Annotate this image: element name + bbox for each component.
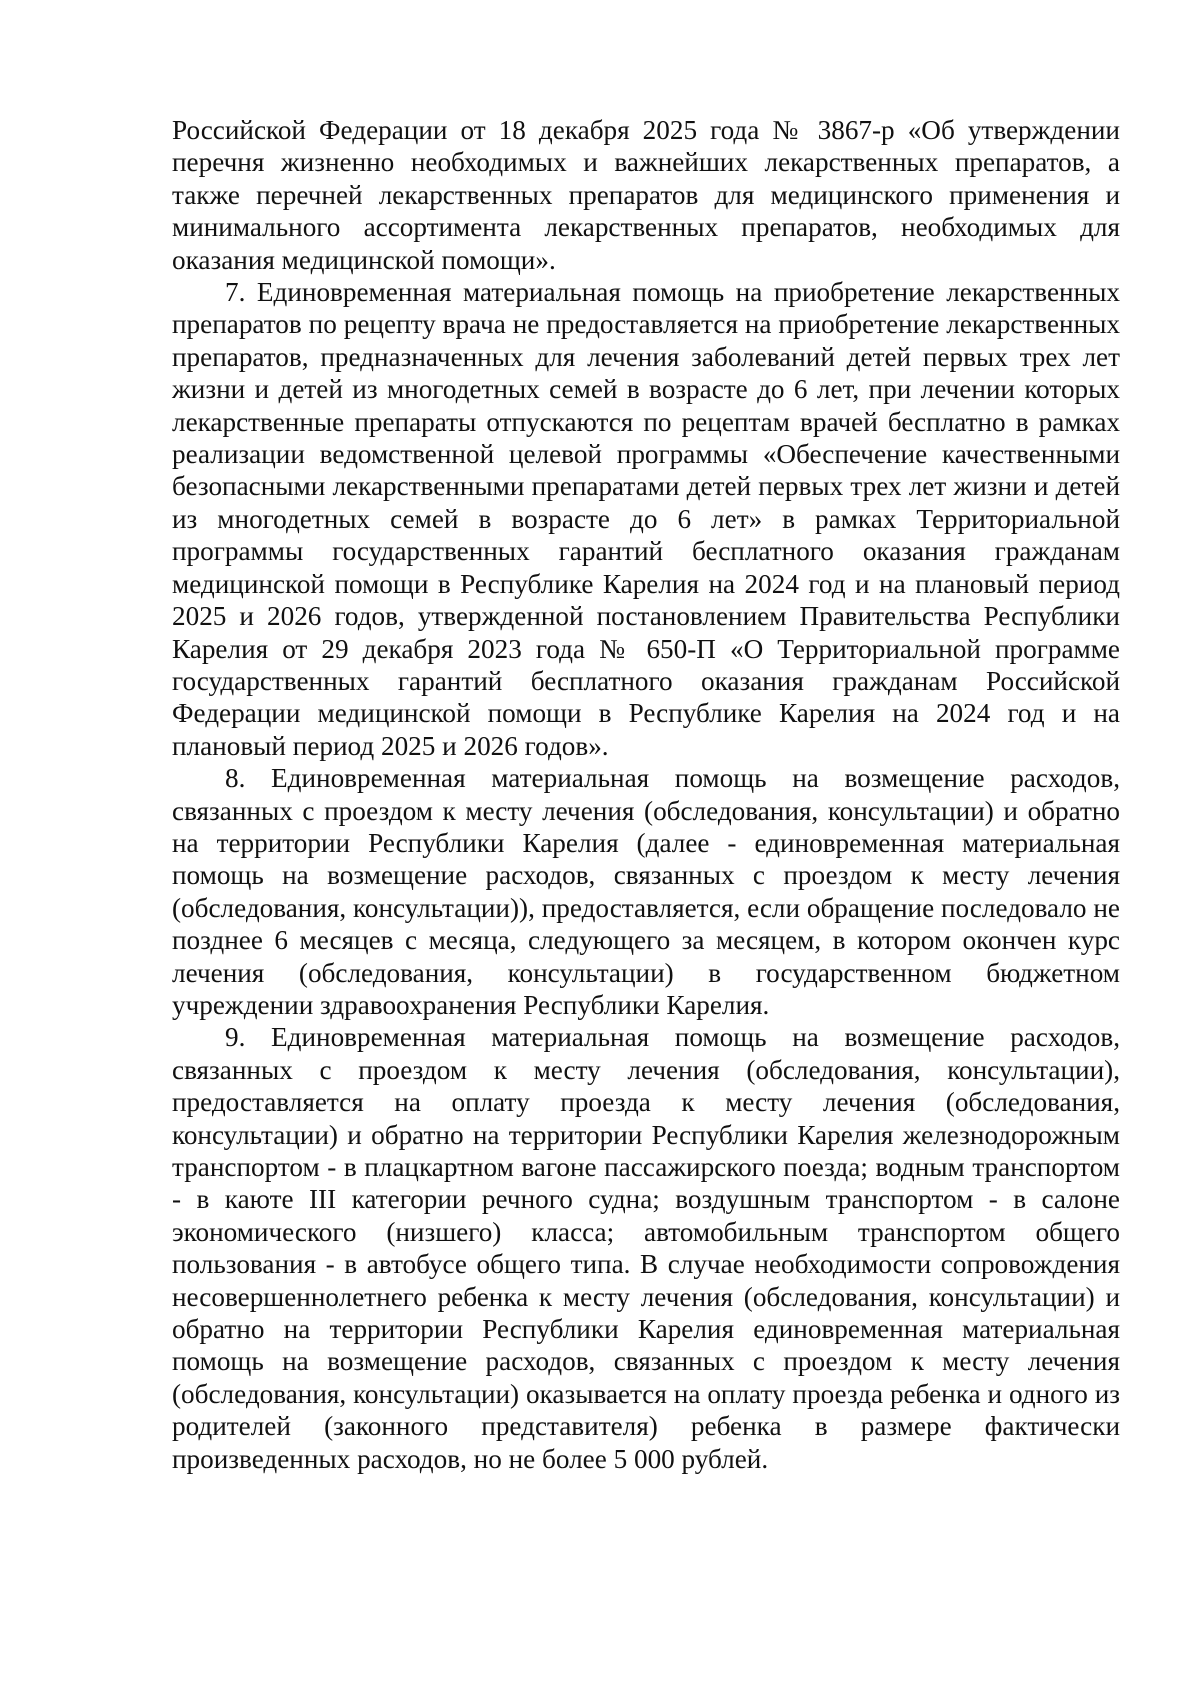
paragraph-item-8: 8. Единовременная материальная помощь на возмещение расходов, связанных с проездом к месту лечения (обследования, консультации) и обратно на территории Республики Карелия (далее - единовременная материальная помощь на возмещение расходов, связанных с проездом к месту лечения (обследования, консультации)), предоставляется, если обращение последовало не позднее 6 месяцев с месяца, следующего за месяцем, в котором окончен курс лечения (обследования, консультации) в государственном бюджетном учреждении здравоохранения Республики Карелия.: [172, 763, 1120, 1020]
paragraph-item-9: 9. Единовременная материальная помощь на возмещение расходов, связанных с проездом к месту лечения (обследования, консультации), предоставляется на оплату проезда к месту лечения (обследования, консультации) и обратно на территории Республики Карелия железнодорожным транспортом - в плацкартном вагоне пассажирского поезда; водным транспортом - в каюте III категории речного судна; воздушным транспортом - в салоне экономического (низшего) класса; автомобильным транспортом общего пользования - в автобусе общего типа. В случае необходимости сопровождения несовершеннолетнего ребенка к месту лечения (обследования, консультации) и обратно на территории Республики Карелия единовременная материальная помощь на возмещение расходов, связанных с проездом к месту лечения (обследования, консультации) оказывается на оплату проезда ребенка и одного из родителей (законного представителя) ребенка в размере фактически произведенных расходов, но не более 5 000 рублей.: [172, 1022, 1120, 1474]
document-body: [172, 114, 1120, 1475]
paragraph-item-7: 7. Единовременная материальная помощь на приобретение лекарственных препаратов по рецепту врача не предоставляется на приобретение лекарственных препаратов, предназначенных для лечения заболеваний детей первых трех лет жизни и детей из многодетных семей в возрасте до 6 лет, при лечении которых лекарственные препараты отпускаются по рецептам врачей бесплатно в рамках реализации ведомственной целевой программы «Обеспечение качественными безопасными лекарственными препаратами детей первых трех лет жизни и детей из многодетных семей в возрасте до 6 лет» в рамках Территориальной программы государственных гарантий бесплатного оказания гражданам медицинской помощи в Республике Карелия на 2024 год и на плановый период 2025 и 2026 годов, утвержденной постановлением Правительства Республики Карелия от 29 декабря 2023 года № 650-П «О Территориальной программе государственных гарантий бесплатного оказания гражданам Российской Федерации медицинской помощи в Республике Карелия на 2024 год и на плановый период 2025 и 2026 годов».: [172, 277, 1120, 761]
paragraph-continuation: Российской Федерации от 18 декабря 2025 года № 3867-р «Об утверждении перечня жизненно необходимых и важнейших лекарственных препаратов, а также перечней лекарственных препаратов для медицинского применения и минимального ассортимента лекарственных препаратов, необходимых для оказания медицинской помощи».: [172, 115, 1120, 275]
